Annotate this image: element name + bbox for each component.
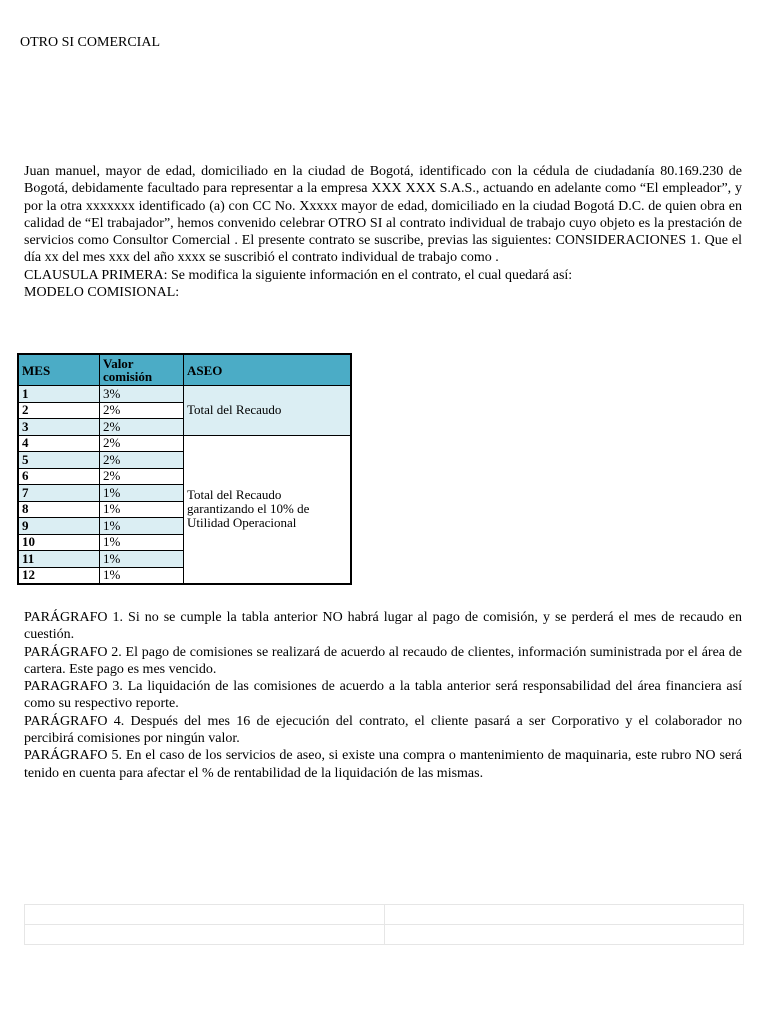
- mes-cell: 11: [18, 551, 100, 568]
- mes-cell: 9: [18, 518, 100, 535]
- mes-cell: 6: [18, 468, 100, 485]
- valor-cell: 1%: [100, 534, 184, 551]
- mes-cell: 2: [18, 402, 100, 419]
- aseo-group-cell: Total del Recaudo: [184, 386, 352, 436]
- paragrafo-1: PARÁGRAFO 1. Si no se cumple la tabla anterior NO habrá lugar al pago de comisión, y se perderá el mes de recaudo en cuestión.: [24, 610, 742, 643]
- clausula-primera: CLAUSULA PRIMERA: Se modifica la siguiente información en el contrato, el cual quedará así:: [24, 267, 573, 283]
- valor-cell: 2%: [100, 402, 184, 419]
- mes-cell: 10: [18, 534, 100, 551]
- valor-cell: 1%: [100, 551, 184, 568]
- valor-cell: 2%: [100, 419, 184, 436]
- signature-table: [24, 904, 744, 945]
- valor-cell: 3%: [100, 386, 184, 403]
- signature-cell: [25, 905, 385, 925]
- mes-cell: 5: [18, 452, 100, 469]
- commission-table: [17, 353, 352, 585]
- mes-cell: 1: [18, 386, 100, 403]
- mes-cell: 8: [18, 501, 100, 518]
- mes-cell: 7: [18, 485, 100, 502]
- table-row: [25, 925, 744, 945]
- table-header-row: [18, 354, 351, 386]
- paragrafos-section: [24, 609, 742, 782]
- valor-cell: 1%: [100, 485, 184, 502]
- paragrafo-3: PARAGRAFO 3. La liquidación de las comisiones de acuerdo a la tabla anterior será responsabilidad del área financiera así como su respectivo reporte.: [24, 679, 742, 712]
- modelo-comisional-label: MODELO COMISIONAL:: [24, 285, 180, 301]
- intro-paragraph: Juan manuel, mayor de edad, domiciliado en la ciudad de Bogotá, identificado con la cédula de ciudadanía 80.169.230 de Bogotá, debidamente facultado para representar a la empresa XXX XXX S.A.S., actuando en adelante como “El empleador”, y por la otra xxxxxxx identificado (a) con CC No. Xxxxx mayor de edad, domiciliado en la ciudad Bogotá D.C. de quien obra en calidad de “El trabajador”, hemos convenido celebrar OTRO SI al contrato individual de trabajo cuyo objeto es la prestación de servicios como Consultor Comercial . El presente contrato se suscribe, previas las siguientes: CONSIDERACIONES 1. Que el día xx del mes xxx del año xxxx se suscribió el contrato individual de trabajo como .: [24, 164, 742, 266]
- aseo-group-cell: Total del Recaudo garantizando el 10% de Utilidad Operacional: [184, 435, 352, 584]
- header-mes: MES: [18, 354, 100, 386]
- header-valor-comision: Valor comisión: [100, 354, 184, 386]
- signature-cell: [384, 905, 744, 925]
- valor-cell: 1%: [100, 567, 184, 584]
- mes-cell: 3: [18, 419, 100, 436]
- valor-cell: 1%: [100, 501, 184, 518]
- signature-cell: [25, 925, 385, 945]
- valor-cell: 1%: [100, 518, 184, 535]
- table-row: [18, 386, 351, 403]
- table-row: [18, 435, 351, 452]
- document-title: OTRO SI COMERCIAL: [20, 35, 161, 50]
- valor-cell: 2%: [100, 452, 184, 469]
- table-row: [25, 905, 744, 925]
- valor-cell: 2%: [100, 468, 184, 485]
- intro-section: [24, 163, 742, 301]
- valor-cell: 2%: [100, 435, 184, 452]
- mes-cell: 4: [18, 435, 100, 452]
- header-aseo: ASEO: [184, 354, 352, 386]
- paragrafo-5: PARÁGRAFO 5. En el caso de los servicios de aseo, si existe una compra o mantenimiento de maquinaria, este rubro NO será tenido en cuenta para afectar el % de rentabilidad de la liquidación de las mismas.: [24, 748, 742, 781]
- paragrafo-4: PARÁGRAFO 4. Después del mes 16 de ejecución del contrato, el cliente pasará a ser Corporativo y el colaborador no percibirá comisiones por ningún valor.: [24, 713, 742, 747]
- signature-cell: [384, 925, 744, 945]
- paragrafo-2: PARÁGRAFO 2. El pago de comisiones se realizará de acuerdo al recaudo de clientes, información suministrada por el área de cartera. Este pago es mes vencido.: [24, 644, 742, 677]
- mes-cell: 12: [18, 567, 100, 584]
